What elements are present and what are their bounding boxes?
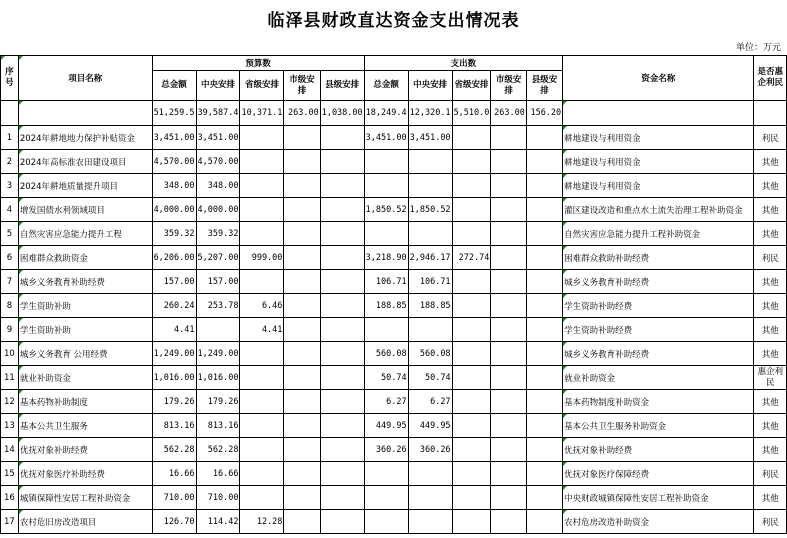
cell-seq: 6 [1,246,19,270]
cell-s-total [364,150,408,174]
cell-s-total: 360.26 [364,438,408,462]
cell-benefit: 其他 [754,342,787,366]
cell-name: 城乡义务教育 公用经费 [18,342,152,366]
cell-s-province [452,198,491,222]
cell-b-city [284,222,320,246]
totals-budget-city: 263.00 [284,101,320,126]
table-row [1,510,787,534]
cell-s-city [491,174,527,198]
cell-seq: 14 [1,438,19,462]
cell-s-city [491,318,527,342]
cell-s-county [526,294,562,318]
cell-s-county [526,438,562,462]
header-seq: 序号 [1,56,19,101]
cell-s-total: 188.85 [364,294,408,318]
cell-b-central: 253.78 [196,294,240,318]
cell-benefit: 其他 [754,486,787,510]
cell-fund: 优抚对象医疗保障经费 [563,462,754,486]
cell-name: 困难群众救助资金 [18,246,152,270]
cell-name: 就业补助资金 [18,366,152,390]
cell-benefit: 其他 [754,174,787,198]
cell-s-total [364,174,408,198]
cell-b-city [284,294,320,318]
cell-s-central [408,174,452,198]
cell-name: 农村危旧房改造项目 [18,510,152,534]
totals-benefit [754,101,787,126]
cell-fund: 基本药物制度补助资金 [563,390,754,414]
cell-seq: 15 [1,462,19,486]
cell-s-province [452,438,491,462]
cell-fund: 就业补助资金 [563,366,754,390]
cell-b-city [284,318,320,342]
header-spend-county: 县级安排 [526,71,562,101]
cell-benefit: 利民 [754,246,787,270]
header-spend-central: 中央安排 [408,71,452,101]
page-title: 临泽县财政直达资金支出情况表 [267,11,520,31]
cell-b-county [320,294,364,318]
cell-s-county [526,318,562,342]
header-project: 项目名称 [18,56,152,101]
cell-seq: 7 [1,270,19,294]
totals-seq [1,101,19,126]
cell-b-county [320,174,364,198]
cell-benefit: 其他 [754,414,787,438]
header-spend-total: 总金额 [364,71,408,101]
cell-b-city [284,198,320,222]
cell-b-central: 179.26 [196,390,240,414]
cell-name: 2024年耕地质量提升项目 [18,174,152,198]
cell-seq: 2 [1,150,19,174]
cell-b-central: 348.00 [196,174,240,198]
cell-s-total [364,462,408,486]
cell-fund: 耕地建设与利用资金 [563,174,754,198]
cell-benefit: 利民 [754,126,787,150]
cell-b-province [240,390,284,414]
totals-spend-total: 18,249.4 [364,101,408,126]
cell-s-province [452,390,491,414]
table-row [1,150,787,174]
cell-s-county [526,414,562,438]
header-budget-group: 预算数 [152,56,364,71]
totals-spend-central: 12,320.1 [408,101,452,126]
cell-b-province [240,486,284,510]
cell-b-total: 3,451.00 [152,126,196,150]
cell-seq: 9 [1,318,19,342]
cell-s-city [491,462,527,486]
cell-b-county [320,510,364,534]
table-row [1,126,787,150]
expenditure-table [0,55,787,534]
totals-budget-central: 39,587.4 [196,101,240,126]
table-row [1,366,787,390]
cell-s-total [364,486,408,510]
cell-s-province [452,126,491,150]
cell-b-county [320,342,364,366]
cell-s-total: 449.95 [364,414,408,438]
cell-b-total: 1,249.00 [152,342,196,366]
cell-b-province [240,366,284,390]
cell-s-province [452,294,491,318]
cell-seq: 4 [1,198,19,222]
cell-s-county [526,342,562,366]
cell-b-county [320,126,364,150]
cell-s-central [408,222,452,246]
cell-b-city [284,438,320,462]
cell-fund: 农村危房改造补助资金 [563,510,754,534]
cell-fund: 城乡义务教育补助经费 [563,342,754,366]
cell-b-county [320,246,364,270]
cell-s-city [491,270,527,294]
cell-s-county [526,246,562,270]
cell-b-county [320,486,364,510]
cell-s-city [491,366,527,390]
cell-b-total: 348.00 [152,174,196,198]
cell-b-total: 6,206.00 [152,246,196,270]
cell-b-province [240,438,284,462]
cell-b-city [284,174,320,198]
cell-b-city [284,150,320,174]
cell-s-province [452,150,491,174]
cell-b-county [320,198,364,222]
cell-b-central: 710.00 [196,486,240,510]
table-row [1,198,787,222]
cell-fund: 基本公共卫生服务补助资金 [563,414,754,438]
cell-b-total: 4,570.00 [152,150,196,174]
cell-b-city [284,366,320,390]
header-spend-city: 市级安排 [491,71,527,101]
cell-fund: 耕地建设与利用资金 [563,126,754,150]
table-row [1,414,787,438]
cell-name: 城镇保障性安居工程补助资金 [18,486,152,510]
header-benefit: 是否惠企利民 [754,56,787,101]
cell-s-city [491,438,527,462]
table-row [1,270,787,294]
totals-row [1,101,787,126]
cell-s-total: 1,850.52 [364,198,408,222]
cell-s-province [452,318,491,342]
cell-b-city [284,486,320,510]
cell-seq: 17 [1,510,19,534]
cell-s-city [491,342,527,366]
cell-s-county [526,126,562,150]
cell-s-province [452,174,491,198]
cell-s-total: 106.71 [364,270,408,294]
cell-s-city [491,390,527,414]
cell-b-county [320,366,364,390]
header-budget-province: 省级安排 [240,71,284,101]
cell-s-county [526,150,562,174]
header-budget-total: 总金额 [152,71,196,101]
totals-fund [563,101,754,126]
cell-s-province [452,366,491,390]
cell-benefit: 其他 [754,198,787,222]
cell-b-central: 16.66 [196,462,240,486]
cell-s-city [491,294,527,318]
cell-s-central [408,150,452,174]
table-row [1,318,787,342]
cell-seq: 3 [1,174,19,198]
cell-seq: 12 [1,390,19,414]
cell-s-city [491,246,527,270]
totals-label [18,101,152,126]
cell-b-total: 126.70 [152,510,196,534]
cell-benefit: 利民 [754,510,787,534]
cell-s-central [408,318,452,342]
cell-seq: 11 [1,366,19,390]
cell-s-total [364,222,408,246]
cell-b-city [284,390,320,414]
cell-b-central: 1,016.00 [196,366,240,390]
cell-s-county [526,462,562,486]
cell-name: 基本公共卫生服务 [18,414,152,438]
cell-b-province [240,174,284,198]
cell-b-province: 4.41 [240,318,284,342]
cell-b-total: 4.41 [152,318,196,342]
cell-s-county [526,270,562,294]
cell-name: 2024年耕地地力保护补贴资金 [18,126,152,150]
cell-fund: 城乡义务教育补助经费 [563,270,754,294]
cell-benefit: 其他 [754,390,787,414]
cell-s-county [526,174,562,198]
table-row [1,342,787,366]
cell-s-total: 560.08 [364,342,408,366]
cell-b-central: 359.32 [196,222,240,246]
cell-b-city [284,270,320,294]
cell-s-county [526,222,562,246]
cell-benefit: 其他 [754,318,787,342]
cell-s-total: 3,451.00 [364,126,408,150]
table-row [1,174,787,198]
cell-s-total [364,510,408,534]
cell-b-central: 5,207.00 [196,246,240,270]
cell-b-province [240,270,284,294]
cell-benefit: 其他 [754,222,787,246]
totals-spend-county: 156.20 [526,101,562,126]
totals-spend-city: 263.00 [491,101,527,126]
cell-benefit: 其他 [754,294,787,318]
cell-s-county [526,366,562,390]
header-spend-group: 支出数 [364,56,563,71]
table-row [1,462,787,486]
cell-s-central: 50.74 [408,366,452,390]
cell-b-province [240,414,284,438]
cell-fund: 中央财政城镇保障性安居工程补助资金 [563,486,754,510]
cell-s-total: 3,218.90 [364,246,408,270]
cell-b-county [320,438,364,462]
cell-s-city [491,222,527,246]
cell-s-central: 560.08 [408,342,452,366]
cell-b-province [240,222,284,246]
header-fund-name: 资金名称 [563,56,754,101]
cell-s-province [452,510,491,534]
cell-seq: 13 [1,414,19,438]
cell-b-total: 562.28 [152,438,196,462]
cell-b-central: 813.16 [196,414,240,438]
cell-b-province: 12.28 [240,510,284,534]
cell-name: 学生资助补助 [18,294,152,318]
unit-label: 单位：万元 [735,43,781,53]
cell-s-city [491,414,527,438]
cell-s-central: 3,451.00 [408,126,452,150]
cell-name: 基本药物补助制度 [18,390,152,414]
cell-b-county [320,270,364,294]
totals-budget-total: 51,259.5 [152,101,196,126]
cell-b-central: 114.42 [196,510,240,534]
cell-fund: 灌区建设改造和重点水土流失治理工程补助资金 [563,198,754,222]
totals-budget-province: 10,371.1 [240,101,284,126]
cell-seq: 8 [1,294,19,318]
cell-seq: 10 [1,342,19,366]
cell-benefit: 其他 [754,438,787,462]
cell-s-central: 188.85 [408,294,452,318]
cell-s-central [408,486,452,510]
cell-s-central [408,510,452,534]
cell-b-total: 710.00 [152,486,196,510]
cell-b-city [284,126,320,150]
cell-s-central: 6.27 [408,390,452,414]
cell-b-county [320,462,364,486]
table-row [1,486,787,510]
cell-b-central: 4,570.00 [196,150,240,174]
cell-name: 城乡义务教育补助经费 [18,270,152,294]
cell-b-city [284,246,320,270]
totals-spend-province: 5,510.0 [452,101,491,126]
header-spend-province: 省级安排 [452,71,491,101]
cell-b-county [320,150,364,174]
cell-fund: 学生资助补助经费 [563,294,754,318]
cell-b-county [320,318,364,342]
cell-s-city [491,126,527,150]
cell-b-city [284,414,320,438]
cell-b-province: 999.00 [240,246,284,270]
cell-name: 增发国债水利领域项目 [18,198,152,222]
cell-s-province [452,486,491,510]
cell-name: 自然灾害应急能力提升工程 [18,222,152,246]
cell-s-province [452,462,491,486]
cell-b-central: 562.28 [196,438,240,462]
cell-b-total: 1,016.00 [152,366,196,390]
cell-b-central [196,318,240,342]
cell-s-central: 449.95 [408,414,452,438]
cell-benefit: 惠企利民 [754,366,787,390]
cell-s-total [364,318,408,342]
cell-s-province [452,342,491,366]
cell-b-central: 157.00 [196,270,240,294]
cell-b-province [240,462,284,486]
cell-b-total: 813.16 [152,414,196,438]
table-row [1,390,787,414]
cell-s-province [452,222,491,246]
cell-s-central: 360.26 [408,438,452,462]
cell-b-province [240,126,284,150]
cell-b-total: 260.24 [152,294,196,318]
cell-name: 优抚对象医疗补助经费 [18,462,152,486]
cell-s-county [526,198,562,222]
cell-benefit: 其他 [754,150,787,174]
cell-s-central: 2,946.17 [408,246,452,270]
cell-b-total: 16.66 [152,462,196,486]
cell-benefit: 利民 [754,462,787,486]
cell-name: 优抚对象补助经费 [18,438,152,462]
cell-s-central [408,462,452,486]
cell-b-central: 3,451.00 [196,126,240,150]
header-row-1 [1,56,787,71]
cell-s-province [452,414,491,438]
cell-seq: 1 [1,126,19,150]
cell-fund: 困难群众救助补助经费 [563,246,754,270]
table-row [1,294,787,318]
cell-b-city [284,462,320,486]
header-budget-central: 中央安排 [196,71,240,101]
header-budget-county: 县级安排 [320,71,364,101]
header-budget-city: 市级安排 [284,71,320,101]
table-row [1,222,787,246]
cell-s-central: 1,850.52 [408,198,452,222]
cell-b-city [284,510,320,534]
cell-b-central: 4,000.00 [196,198,240,222]
cell-s-city [491,150,527,174]
table-row [1,438,787,462]
cell-name: 学生资助补助 [18,318,152,342]
cell-b-province [240,342,284,366]
cell-b-central: 1,249.00 [196,342,240,366]
cell-b-county [320,390,364,414]
cell-b-province [240,150,284,174]
cell-b-county [320,414,364,438]
cell-seq: 16 [1,486,19,510]
table-row [1,246,787,270]
cell-s-city [491,486,527,510]
cell-b-city [284,342,320,366]
cell-s-total: 50.74 [364,366,408,390]
cell-s-county [526,390,562,414]
cell-s-province [452,270,491,294]
cell-seq: 5 [1,222,19,246]
totals-budget-county: 1,038.00 [320,101,364,126]
cell-s-province: 272.74 [452,246,491,270]
cell-benefit: 其他 [754,270,787,294]
cell-s-central: 106.71 [408,270,452,294]
cell-b-total: 157.00 [152,270,196,294]
cell-b-total: 179.26 [152,390,196,414]
cell-s-county [526,510,562,534]
cell-b-province [240,198,284,222]
cell-b-total: 359.32 [152,222,196,246]
cell-s-city [491,510,527,534]
cell-s-county [526,486,562,510]
cell-fund: 自然灾害应急能力提升工程补助资金 [563,222,754,246]
cell-fund: 优抚对象补助经费 [563,438,754,462]
cell-s-city [491,198,527,222]
cell-b-county [320,222,364,246]
cell-fund: 学生资助补助经费 [563,318,754,342]
cell-b-total: 4,000.00 [152,198,196,222]
cell-fund: 耕地建设与利用资金 [563,150,754,174]
cell-b-province: 6.46 [240,294,284,318]
cell-name: 2024年高标准农田建设项目 [18,150,152,174]
cell-s-total: 6.27 [364,390,408,414]
